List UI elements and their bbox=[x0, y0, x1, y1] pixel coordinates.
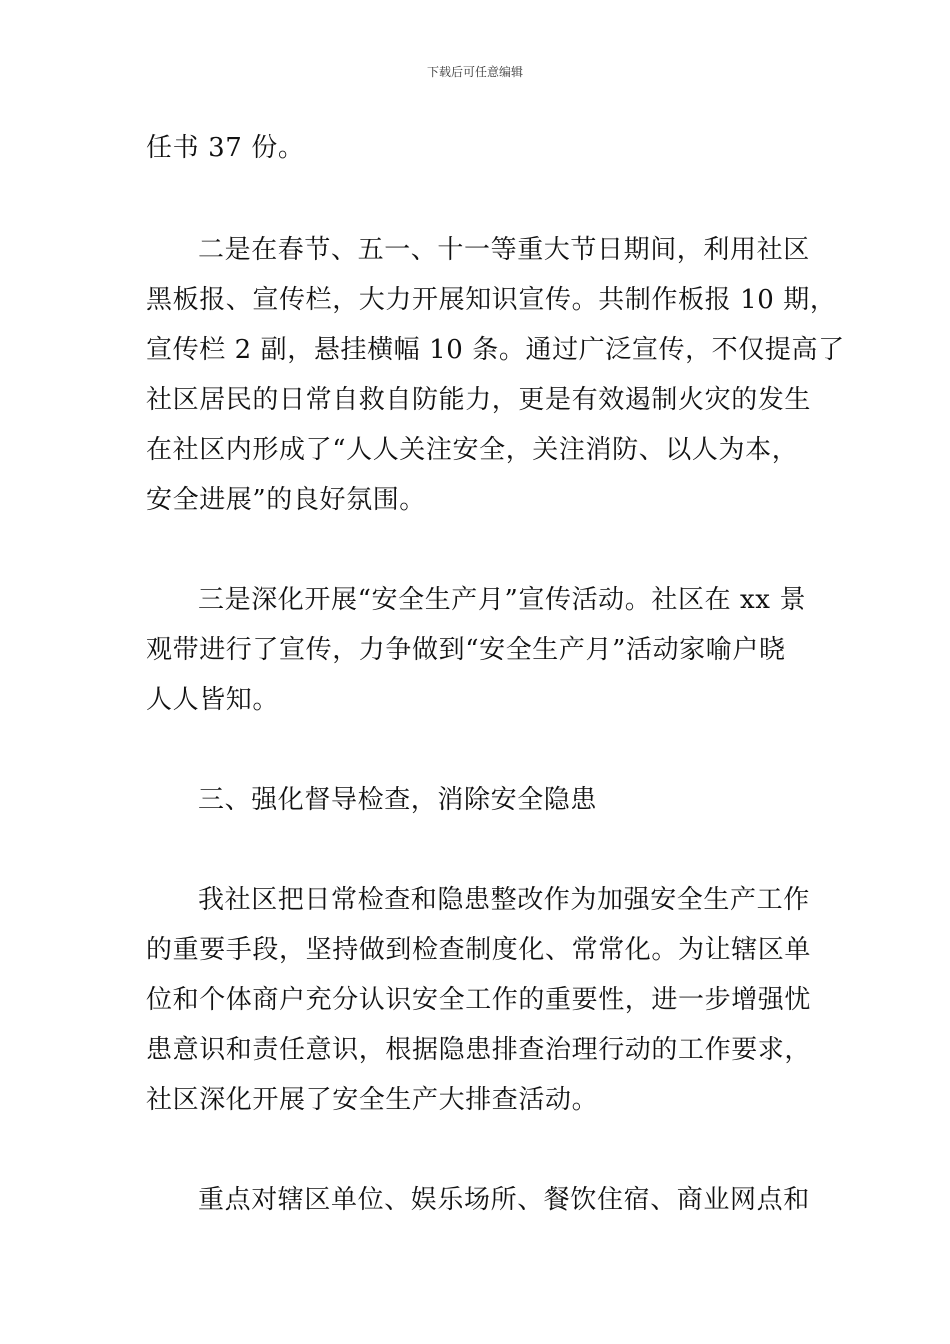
text-line: 宣传栏 2 副，悬挂横幅 10 条。通过广泛宣传，不仅提高了 bbox=[146, 335, 845, 365]
paragraph-first-line: 重点对辖区单位、娱乐场所、餐饮住宿、商业网点和 bbox=[198, 1185, 810, 1215]
text-line: 任书 37 份。 bbox=[146, 133, 305, 163]
text-line: 安全进展”的良好氛围。 bbox=[146, 485, 426, 515]
section-heading: 三、强化督导检查，消除安全隐患 bbox=[198, 785, 598, 815]
text-line: 黑板报、宣传栏，大力开展知识宣传。共制作板报 10 期， bbox=[146, 285, 837, 315]
paragraph-first-line: 二是在春节、五一、十一等重大节日期间，利用社区 bbox=[198, 235, 810, 265]
text-line: 在社区内形成了“人人关注安全，关注消防、以人为本， bbox=[146, 435, 799, 465]
paragraph-first-line: 三是深化开展“安全生产月”宣传活动。社区在 xx 景 bbox=[198, 585, 807, 615]
page-header-note: 下载后可任意编辑 bbox=[426, 65, 523, 79]
text-line: 社区居民的日常自救自防能力，更是有效遏制火灾的发生 bbox=[146, 385, 812, 415]
text-line: 观带进行了宣传，力争做到“安全生产月”活动家喻户晓 bbox=[146, 635, 786, 665]
text-line: 社区深化开展了安全生产大排查活动。 bbox=[146, 1085, 599, 1115]
paragraph-first-line: 我社区把日常检查和隐患整改作为加强安全生产工作 bbox=[198, 885, 810, 915]
text-line: 位和个体商户充分认识安全工作的重要性，进一步增强忧 bbox=[146, 985, 812, 1015]
text-line: 患意识和责任意识，根据隐患排查治理行动的工作要求， bbox=[146, 1035, 812, 1065]
text-line: 的重要手段，坚持做到检查制度化、常常化。为让辖区单 bbox=[146, 935, 812, 965]
text-line: 人人皆知。 bbox=[146, 685, 280, 715]
